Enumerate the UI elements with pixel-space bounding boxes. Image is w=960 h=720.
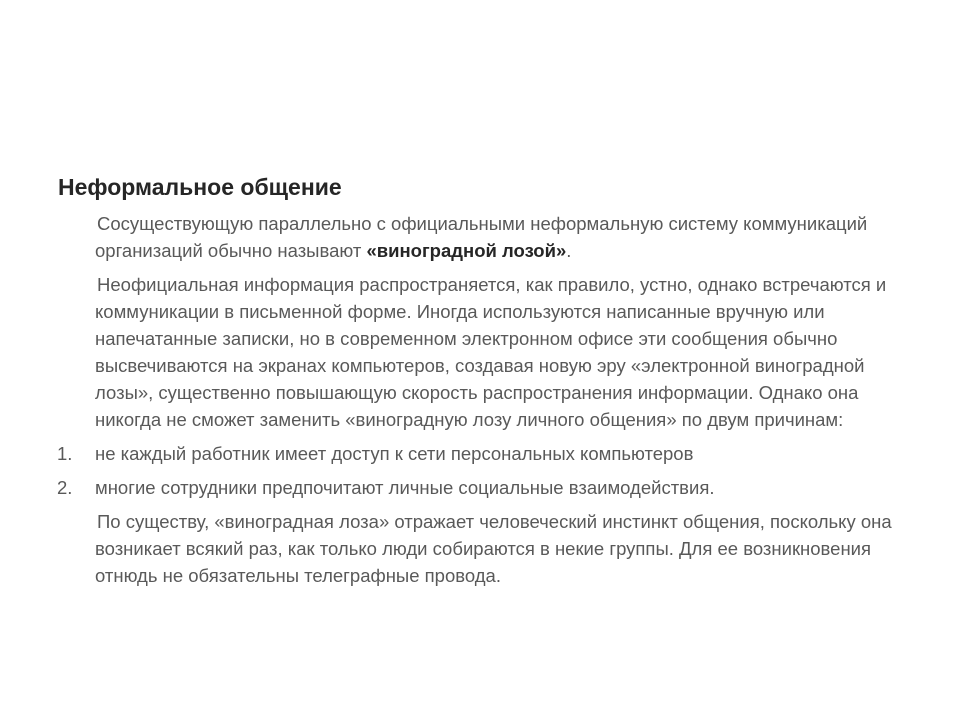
list-item <box>57 474 910 501</box>
paragraph-text-end: . <box>566 240 572 261</box>
list-text: многие сотрудники предпочитают личные социальные взаимодействия. <box>95 477 715 498</box>
paragraph-text: Сосуществующую параллельно с официальными неформальную систему коммуникаций организаций обычно называют <box>95 213 868 261</box>
slide-title: Неформальное общение <box>58 174 342 200</box>
list-number: 1. <box>57 443 73 464</box>
list-item <box>57 440 910 467</box>
reasons-list <box>57 440 910 501</box>
paragraph-informal-information: Неофициальная информация распространяется, как правило, устно, однако встречаются и коммуникации в письменной форме. Иногда используются написанные вручную или напечатанные записки, но в современном электронном офисе эти сообщения обычно высвечиваются на экранах компьютеров, создавая новую эру «электронной виноградной лозы», существенно повышающую скорость распространения информации. Однако она никогда не сможет заменить «виноградную лозу личного общения» по двум причинам: <box>95 274 887 430</box>
bold-term: «виноградной лозой» <box>366 240 567 261</box>
list-text: не каждый работник имеет доступ к сети персональных компьютеров <box>95 443 694 464</box>
paragraph-conclusion: По существу, «виноградная лоза» отражает человеческий инстинкт общения, поскольку она возникает всякий раз, как только люди собираются в некие группы. Для ее возникновения отнюдь не обязательны телеграфные провода. <box>95 511 892 586</box>
paragraph-grapevine-definition <box>95 210 910 264</box>
slide-body <box>57 210 910 596</box>
list-number: 2. <box>57 477 73 498</box>
